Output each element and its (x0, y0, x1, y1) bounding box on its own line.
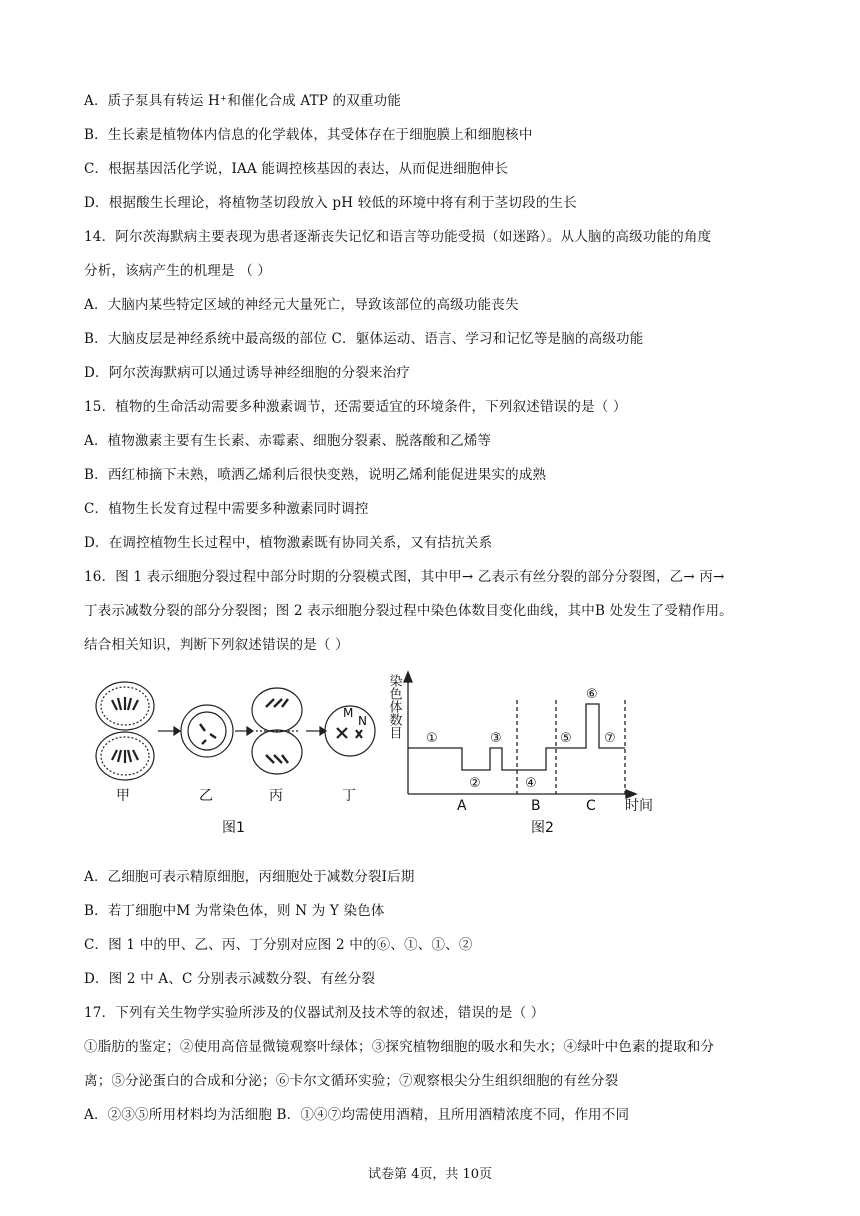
text-line: 结合相关知识，判断下列叙述错误的是（ ） (84, 637, 349, 653)
stage-label-7: ⑦ (604, 731, 616, 746)
stage-label-5: ⑤ (560, 731, 572, 746)
figure2 (404, 672, 636, 798)
segment-label-c: C (586, 798, 596, 814)
text-line: C．图 1 中的甲、乙、丙、丁分别对应图 2 中的⑥、①、①、② (84, 937, 473, 953)
segment-label-b: B (531, 798, 541, 814)
text-line: B．若丁细胞中M 为常染色体，则 N 为 Y 染色体 (84, 903, 385, 919)
x-axis-label: 时间 (625, 798, 653, 814)
text-line: D．根据酸生长理论，将植物茎切段放入 pH 较低的环境中将有利于茎切段的生长 (84, 195, 577, 211)
cell-label-jia: 甲 (116, 788, 130, 804)
text-line: A．质子泵具有转运 H⁺和催化合成 ATP 的双重功能 (84, 93, 402, 109)
text-line: A．植物激素主要有生长素、赤霉素、细胞分裂素、脱落酸和乙烯等 (84, 433, 492, 449)
text-line: B．生长素是植物体内信息的化学载体，其受体存在于细胞膜上和细胞核中 (84, 127, 533, 143)
text-line: D．阿尔茨海默病可以通过诱导神经细胞的分裂来治疗 (84, 365, 411, 381)
figure1 (96, 682, 375, 780)
cell-bing (252, 688, 302, 774)
text-line: A．②③⑤所用材料均为活细胞 B．①④⑦均需使用酒精，且所用酒精浓度不同，作用不同 (84, 1107, 630, 1123)
segment-label-a: A (457, 798, 467, 814)
chromosome-label-m: M (343, 706, 354, 720)
text-line: 15．植物的生命活动需要多种激素调节，还需要适宜的环境条件，下列叙述错误的是（ ） (84, 399, 627, 415)
cell-yi (181, 705, 233, 757)
stage-label-4: ④ (525, 776, 537, 791)
chromosome-label-n: N (358, 714, 367, 728)
figure (94, 660, 674, 846)
text-line: B．西红柿摘下未熟，喷洒乙烯利后很快变熟，说明乙烯利能促进果实的成熟 (84, 467, 547, 483)
text-line: 丁表示减数分裂的部分分裂图；图 2 表示细胞分裂过程中染色体数目变化曲线，其中B 处发生了受精作用。 (84, 603, 733, 619)
text-line: ①脂肪的鉴定；②使用高倍显微镜观察叶绿体；③探究植物细胞的吸水和失水；④绿叶中色素的提取和分 (84, 1039, 715, 1055)
cell-label-ding: 丁 (342, 788, 356, 804)
text-line: D．图 2 中 A、C 分别表示减数分裂、有丝分裂 (84, 971, 376, 987)
text-line: 14．阿尔茨海默病主要表现为患者逐渐丧失记忆和语言等功能受损（如迷路）。从人脑的高级功能的角度 (84, 229, 712, 245)
stage-label-2: ② (469, 776, 481, 791)
y-axis-label: 染色体数目 (386, 674, 402, 739)
text-line: C．根据基因活化学说，IAA 能调控核基因的表达，从而促进细胞伸长 (84, 161, 509, 177)
text-line: 17．下列有关生物学实验所涉及的仪器试剂及技术等的叙述，错误的是（ ） (84, 1005, 545, 1021)
text-line: C．植物生长发育过程中需要多种激素同时调控 (84, 501, 369, 517)
figure2-caption: 图2 (531, 820, 554, 836)
text-line: B．大脑皮层是神经系统中最高级的部位 C．躯体运动、语言、学习和记忆等是脑的高级功能 (84, 331, 644, 347)
stage-label-6: ⑥ (586, 687, 598, 702)
text-line: D．在调控植物生长过程中，植物激素既有协同关系，又有拮抗关系 (84, 535, 493, 551)
text-line: 离；⑤分泌蛋白的合成和分泌；⑥卡尔文循环实验；⑦观察根尖分生组织细胞的有丝分裂 (84, 1073, 619, 1089)
text-line: A．大脑内某些特定区域的神经元大量死亡，导致该部位的高级功能丧失 (84, 297, 519, 313)
text-line: 16．图 1 表示细胞分裂过程中部分时期的分裂模式图，其中甲→ 乙表示有丝分裂的部分分裂图，乙→ 丙→ (84, 569, 725, 585)
page-footer: 试卷第 4页，共 10页 (367, 1167, 493, 1182)
cell-jia (96, 682, 154, 780)
stage-label-1: ① (426, 731, 438, 746)
cell-label-bing: 丙 (269, 788, 283, 804)
figure1-caption: 图1 (222, 820, 245, 836)
text-line: A．乙细胞可表示精原细胞，丙细胞处于减数分裂I后期 (84, 869, 415, 885)
stage-label-3: ③ (490, 731, 502, 746)
text-line: 分析，该病产生的机理是 （ ） (84, 263, 272, 279)
cell-label-yi: 乙 (199, 788, 213, 804)
